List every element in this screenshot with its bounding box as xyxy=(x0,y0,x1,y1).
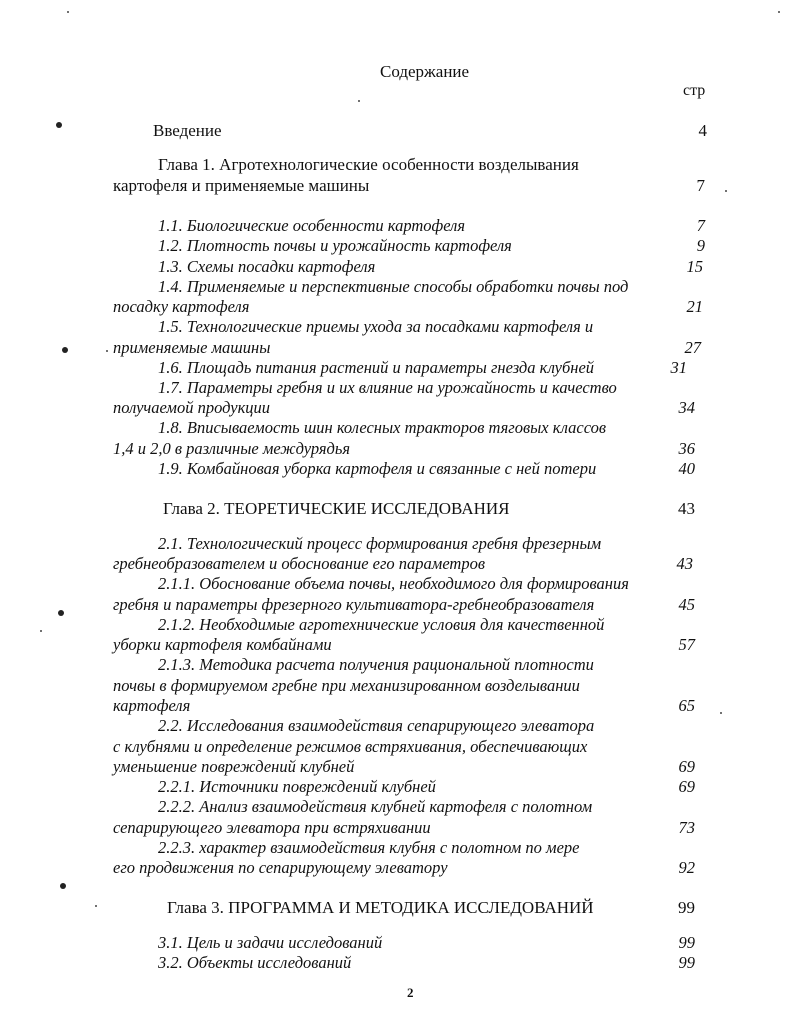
scan-speck xyxy=(778,11,780,13)
scan-speck xyxy=(106,350,108,352)
toc-item-1-2: 1.2. Плотность почвы и урожайность картофеля xyxy=(158,236,512,255)
toc-item-1-8-line1: 1.8. Вписываемость шин колесных тракторов тяговых классов xyxy=(158,418,607,437)
toc-item-1-7-page: 34 xyxy=(678,398,695,417)
scan-dot xyxy=(58,610,64,616)
scan-speck xyxy=(358,100,360,102)
chapter3-title: Глава 3. ПРОГРАММА И МЕТОДИКА ИССЛЕДОВАНИЙ xyxy=(167,898,594,917)
toc-item-1-1: 1.1. Биологические особенности картофеля xyxy=(158,216,466,235)
toc-item-1-1-page: 7 xyxy=(696,216,705,235)
scan-speck xyxy=(67,11,69,13)
toc-item-2-1-1-line1: 2.1.1. Обоснование объема почвы, необходимого для формирования xyxy=(158,574,629,593)
scan-speck xyxy=(40,630,42,632)
toc-item-2-1-2-line2: уборки картофеля комбайнами xyxy=(113,635,332,654)
toc-item-1-9: 1.9. Комбайновая уборка картофеля и связанные с ней потери xyxy=(158,459,597,478)
chapter1-title-line2: картофеля и применяемые машины xyxy=(113,176,370,195)
toc-item-1-2-page: 9 xyxy=(696,236,705,255)
toc-item-2-1-1-line2: гребня и параметры фрезерного культиватора-гребнеобразователя xyxy=(113,595,595,614)
toc-item-1-8-page: 36 xyxy=(678,439,695,458)
toc-title: Содержание xyxy=(380,62,470,81)
chapter2-page: 43 xyxy=(678,499,695,518)
toc-item-2-1-3-page: 65 xyxy=(678,696,695,715)
toc-item-2-1-2-page: 57 xyxy=(678,635,695,654)
toc-item-2-2-3-line1: 2.2.3. характер взаимодействия клубня с полотном по мере xyxy=(158,838,580,857)
intro-label: Введение xyxy=(153,121,222,140)
toc-item-2-2-1: 2.2.1. Источники повреждений клубней xyxy=(158,777,436,796)
page-column-label: стр xyxy=(683,82,706,99)
toc-item-3-1-page: 99 xyxy=(678,933,695,952)
toc-item-2-1-3-line2: почвы в формируемом гребне при механизированном возделывании xyxy=(113,676,580,695)
toc-item-2-2-line3: уменьшение повреждений клубней xyxy=(113,757,355,776)
toc-item-1-4-page: 21 xyxy=(686,297,703,316)
toc-item-1-7-line2: получаемой продукции xyxy=(113,398,271,417)
toc-item-1-3: 1.3. Схемы посадки картофеля xyxy=(158,257,376,276)
scan-dot xyxy=(56,122,62,128)
toc-item-2-1-line2: гребнеобразователем и обоснование его параметров xyxy=(113,554,486,573)
scan-speck xyxy=(720,712,722,714)
toc-item-2-2-3-page: 92 xyxy=(678,858,695,877)
intro-page: 4 xyxy=(698,121,707,140)
page-number: 2 xyxy=(407,985,414,1000)
toc-item-1-5-page: 27 xyxy=(684,338,701,357)
toc-item-2-1-2-line1: 2.1.2. Необходимые агротехнические условия для качественной xyxy=(158,615,605,634)
toc-item-2-1-line1: 2.1. Технологический процесс формирования гребня фрезерным xyxy=(158,534,602,553)
toc-item-2-2-2-page: 73 xyxy=(678,818,695,837)
toc-item-2-2-line2: с клубнями и определение режимов встряхивания, обеспечивающих xyxy=(113,737,588,756)
toc-item-1-5-line2: применяемые машины xyxy=(113,338,271,357)
toc-item-1-7-line1: 1.7. Параметры гребня и их влияние на урожайность и качество xyxy=(158,378,617,397)
chapter3-page: 99 xyxy=(678,898,695,917)
scan-speck xyxy=(95,905,97,907)
scan-dot xyxy=(60,883,66,889)
toc-item-2-1-3-line1: 2.1.3. Методика расчета получения рациональной плотности xyxy=(158,655,594,674)
toc-item-1-9-page: 40 xyxy=(678,459,695,478)
chapter1-title-line1: Глава 1. Агротехнологические особенности возделывания xyxy=(158,155,579,174)
toc-item-1-6-page: 31 xyxy=(670,358,687,377)
toc-item-2-2-3-line2: его продвижения по сепарирующему элеватору xyxy=(113,858,448,877)
toc-item-2-2-1-page: 69 xyxy=(678,777,695,796)
toc-item-2-2-page: 69 xyxy=(678,757,695,776)
toc-item-2-1-1-page: 45 xyxy=(678,595,695,614)
toc-item-1-3-page: 15 xyxy=(686,257,703,276)
toc-item-2-2-line1: 2.2. Исследования взаимодействия сепарирующего элеватора xyxy=(158,716,595,735)
toc-item-1-6: 1.6. Площадь питания растений и параметры гнезда клубней xyxy=(158,358,595,377)
toc-item-3-1: 3.1. Цель и задачи исследований xyxy=(158,933,383,952)
scan-speck xyxy=(725,190,727,192)
scan-dot xyxy=(62,347,68,353)
toc-item-2-1-page: 43 xyxy=(676,554,693,573)
toc-item-1-4-line2: посадку картофеля xyxy=(113,297,250,316)
chapter2-title: Глава 2. ТЕОРЕТИЧЕСКИЕ ИССЛЕДОВАНИЯ xyxy=(163,499,510,518)
toc-item-2-1-3-line3: картофеля xyxy=(113,696,191,715)
chapter1-page: 7 xyxy=(696,176,705,195)
toc-item-2-2-2-line2: сепарирующего элеватора при встряхивании xyxy=(113,818,431,837)
toc-item-1-4-line1: 1.4. Применяемые и перспективные способы обработки почвы под xyxy=(158,277,629,296)
toc-item-1-5-line1: 1.5. Технологические приемы ухода за посадками картофеля и xyxy=(158,317,594,336)
toc-item-1-8-line2: 1,4 и 2,0 в различные междурядья xyxy=(113,439,351,458)
toc-item-2-2-2-line1: 2.2.2. Анализ взаимодействия клубней картофеля с полотном xyxy=(158,797,593,816)
toc-item-3-2-page: 99 xyxy=(678,953,695,972)
toc-item-3-2: 3.2. Объекты исследований xyxy=(158,953,352,972)
